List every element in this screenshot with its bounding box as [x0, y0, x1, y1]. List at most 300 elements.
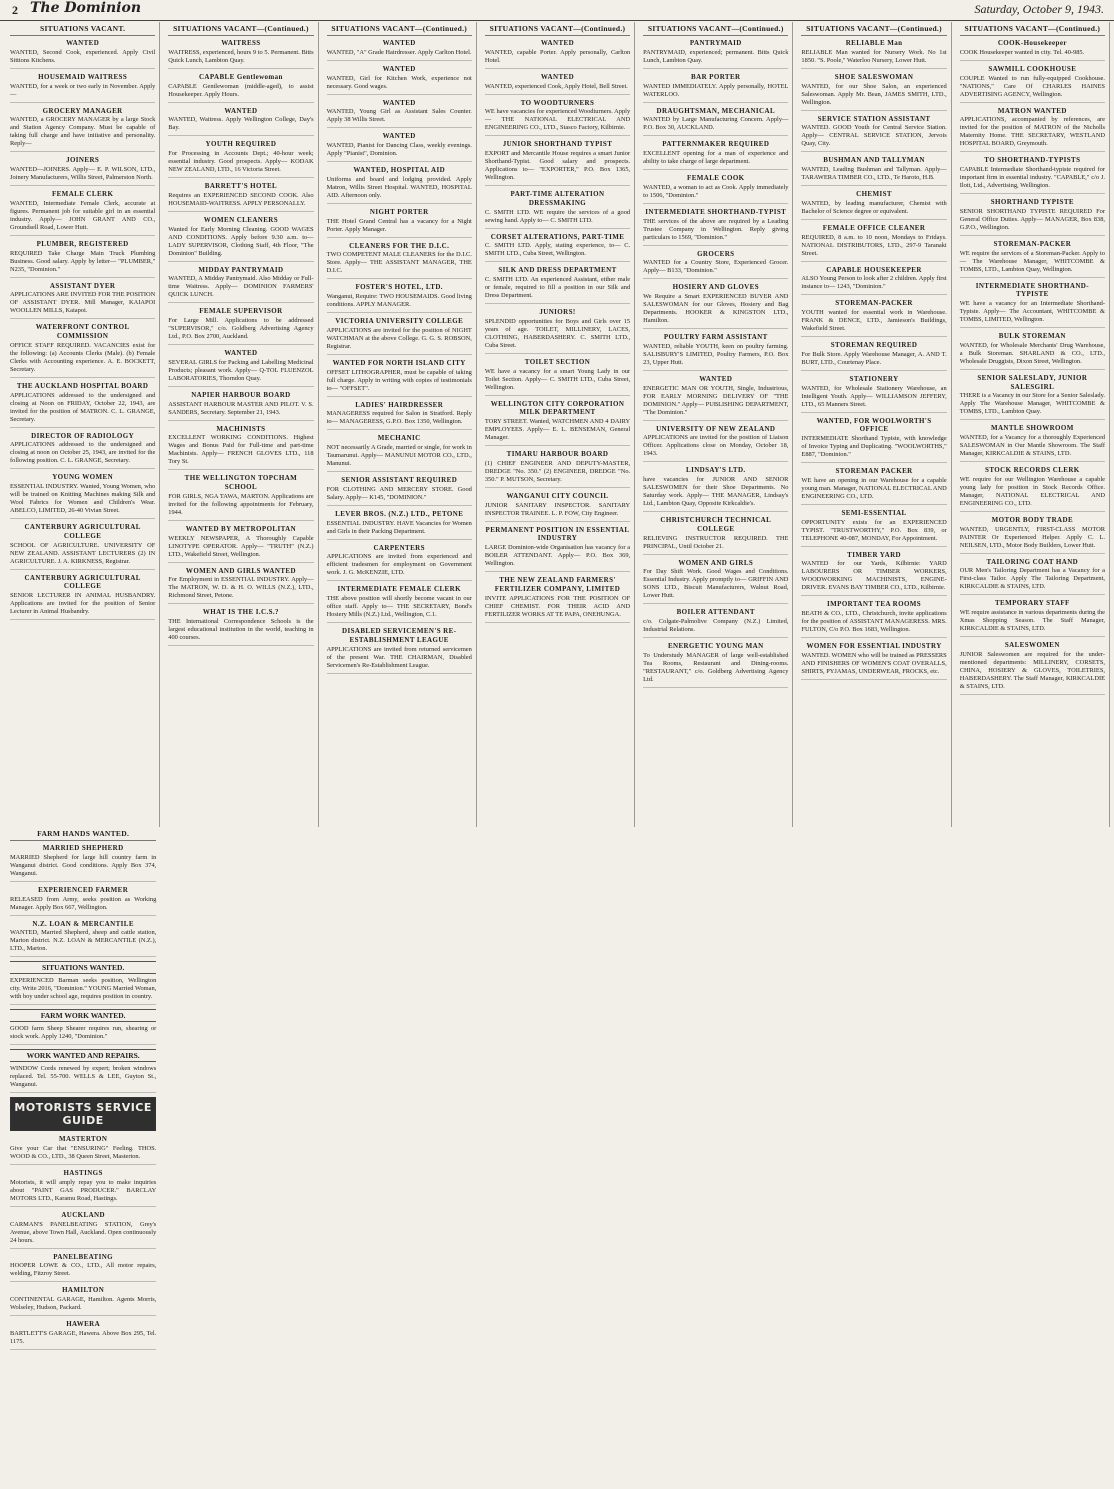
- ad-heading: TEMPORARY STAFF: [994, 599, 1070, 608]
- ad-heading: WANTED BY METROPOLITAN: [185, 524, 297, 533]
- ad-body: APPLICATIONS addressed to the undersigned and closing at Noon on FRIDAY, October 22, 1943, are invited for the position of MATRON. C. L. GRANGE, Secretary.: [10, 391, 156, 423]
- ad-body: APPLICATIONS ARE INVITED FOR THE POSITION OF ASSISTANT DYER. Mill Manager, KAIAPOI WOOLLEN MILLS, Kaiapoi.: [10, 291, 156, 315]
- classified-ad: [801, 224, 946, 262]
- column-header: SITUATIONS VACANT—(Continued.): [168, 22, 313, 36]
- classified-ad: [485, 39, 630, 69]
- classified-ad: [960, 156, 1105, 194]
- classified-ad: [327, 39, 472, 61]
- ad-body: APPLICATIONS, accompanied by references, are invited for the position of MATRON of the Nicholls Maternity Home. THE SECRETARY, WESTLAND HOSPITAL BOARD, Greymouth.: [959, 116, 1105, 148]
- ad-body: WANTED for our Yards, Kilbirnie: YARD LABOURERS OR TIMBER WORKERS, WOODWORKING MACHINISTS, ENGINE-DRIVER. EVANS BAY TIMBER CO., LTD., Kilbirnie.: [801, 560, 947, 592]
- classified-ad: [960, 107, 1105, 153]
- classified-ad: [485, 140, 630, 186]
- ad-heading: CAPABLE Gentlewoman: [198, 72, 283, 81]
- classified-ad: [168, 182, 313, 212]
- ad-body: ESSENTIAL INDUSTRY. Wanted, Young Women, who will be trained on Knitting Machines making Silk and Wool Fabrics for Women and Children's Wear. ABELCO, LIMITED, 26-40 Vivian Street.: [10, 483, 156, 514]
- classified-ad: [327, 627, 472, 674]
- classified-ad: [643, 333, 788, 371]
- ad-body: WANTED, Intermediate Female Clerk, accurate at figures. Permanent job for suitable girl in an essential industry. Apply— JOHN GRANT AND CO., Groundsell Road, Lower Hutt.: [10, 199, 156, 231]
- section-header: WORK WANTED AND REPAIRS.: [10, 1049, 156, 1062]
- classified-ad: [327, 317, 472, 355]
- classified-ad: [960, 558, 1105, 596]
- classified-ad: [168, 349, 313, 387]
- ad-heading: WANGANUI CITY COUNCIL: [506, 491, 609, 500]
- ad-body: Wanted for Early Morning Cleaning. GOOD WAGES AND CONDITIONS. Apply before 9.30 a.m. to— LADY SUPERVISOR, Clothing Staff, 4th Floor, "The Dominion" Building.: [168, 225, 314, 257]
- ad-heading: FEMALE CLERK: [51, 190, 114, 198]
- ad-heading: PANELBEATING: [53, 1252, 114, 1261]
- ad-heading: N.Z. LOAN & MERCANTILE: [32, 919, 134, 928]
- classified-ad: [801, 299, 946, 337]
- classified-ad: [168, 140, 313, 178]
- classified-ad: [485, 526, 630, 573]
- ad-heading: WOMEN AND GIRLS WANTED: [185, 566, 296, 575]
- ad-heading: TIMARU HARBOUR BOARD: [506, 450, 609, 458]
- classified-ad: [10, 323, 155, 378]
- column-1: [6, 22, 160, 827]
- ad-heading: NAPIER HARBOUR BOARD: [191, 390, 291, 399]
- classified-ad: [643, 250, 788, 280]
- ad-heading: HAMILTON: [62, 1286, 105, 1295]
- column-header: SITUATIONS VACANT—(Continued.): [485, 22, 630, 36]
- ad-body: THE International Correspondence Schools is the largest educational institution in the world, teaching in 400 courses.: [168, 618, 314, 641]
- ad-body: OFFSET LITHOGRAPHER, must be capable of taking full charge. Apply in writing with copies of testimonials to— "OFFSET".: [326, 368, 472, 392]
- ad-body: WANTED, a woman to act as Cook. Apply immediately to 1506, "Dominion.": [643, 183, 789, 199]
- ad-body: WANTED, for a Vacancy for a thoroughly Experienced SALESWOMAN in Our Mantle Showroom. The Staff Manager, KIRKCALDIE & STAINS, LTD.: [959, 434, 1105, 457]
- ad-body: APPLICATIONS are invited for the position of Liaison Officer. Applications close on Monday, October 18, 1943.: [643, 434, 789, 458]
- classified-ad: [960, 516, 1105, 554]
- classified-ad: [485, 576, 630, 623]
- ad-heading: WANTED: [699, 374, 733, 383]
- classified-ad: [327, 132, 472, 162]
- classified-ad: [801, 417, 946, 464]
- classified-ad: [801, 341, 946, 371]
- ad-heading: WANTED: [382, 132, 416, 141]
- classified-ad: [960, 39, 1105, 61]
- ad-body: Give your Car that "ENSURING" Feeling. THOS. WOOD & CO., LTD., 38 Queen Street, Masterton.: [10, 1145, 157, 1160]
- ad-heading: SAWMILL COOKHOUSE: [988, 64, 1077, 73]
- ad-heading: WANTED FOR NORTH ISLAND CITY: [332, 358, 466, 367]
- classified-ad: [10, 574, 155, 621]
- classified-ad: [801, 467, 946, 505]
- ad-heading: MATRON WANTED: [997, 106, 1067, 115]
- ad-heading: BAR PORTER: [691, 72, 741, 81]
- classified-ad: [327, 510, 472, 540]
- ad-body: NOT necessarily A Grade, married or single, for work in Taumarunui. Apply— MANUNUI MOTOR CO., LTD., Manunui.: [326, 444, 472, 467]
- ad-body: WAITRESS, experienced, hours 9 to 5. Permanent. Bitts Quick Lunch, Lambton Quay.: [168, 48, 314, 64]
- ad-heading: HOUSEMAID WAITRESS: [38, 72, 128, 81]
- ad-body: ESSENTIAL INDUSTRY. HAVE Vacancies for Women and Girls in their Packing Department.: [326, 519, 472, 535]
- classified-ad: [643, 642, 788, 688]
- ad-heading: INTERMEDIATE SHORTHAND-TYPISTE: [975, 281, 1089, 299]
- ad-body: WANTED, Second Cook, experienced. Apply Civil Sitttons Kitchens.: [10, 48, 156, 64]
- ad-heading: WHAT IS THE I.C.S.?: [202, 608, 279, 617]
- ad-body: CAPABLE Intermediate Shorthand-typiste required for important firm in essential industry. "CAPABLE," c/o J. Ilott, Ltd., Advertising, Wellington.: [959, 166, 1105, 189]
- classified-ad: [643, 107, 788, 137]
- classified-ad: [801, 190, 946, 220]
- classified-ad: [327, 434, 472, 472]
- ad-heading: WOMEN AND GIRLS: [678, 558, 754, 567]
- classified-ad: [327, 544, 472, 582]
- ad-heading: CHRISTCHURCH TECHNICAL COLLEGE: [660, 516, 772, 533]
- ad-heading: PATTERNMAKER REQUIRED: [662, 140, 770, 149]
- ad-heading: HOSIERY AND GLOVES: [672, 283, 759, 292]
- ad-heading: CANTERBURY AGRICULTURAL COLLEGE: [24, 573, 141, 591]
- ad-heading: CAPABLE HOUSEKEEPER: [826, 265, 922, 274]
- ad-body: WANTED, URGENTLY, FIRST-CLASS MOTOR PAINTER Or Experienced Helper. Apply C. L. NEILSEN, LTD., Motor Body Builders, Lower Hutt.: [959, 525, 1105, 549]
- ad-heading: EXPERIENCED FARMER: [38, 885, 129, 894]
- classified-ad: [10, 39, 155, 69]
- classified-ad: [10, 1169, 156, 1207]
- ad-body: APPLICATIONS are invited from returned servicemen of the present War. THE CHAIRMAN, Disabled Servicemen's Re-Establishment League.: [326, 645, 472, 669]
- ad-heading: TO SHORTHAND-TYPISTS: [984, 156, 1081, 165]
- ad-body: CONTINENTAL GARAGE, Hamilton. Agents Morris, Wolseley, Hudson, Packard.: [10, 1296, 157, 1311]
- ad-heading: UNIVERSITY OF NEW ZEALAND: [656, 424, 776, 433]
- column-header: SITUATIONS VACANT—(Continued.): [960, 22, 1105, 36]
- ad-heading: WANTED, HOSPITAL AID: [353, 166, 446, 174]
- ad-heading: POULTRY FARM ASSISTANT: [663, 333, 768, 341]
- ad-body: THE Hotel Grand Central has a vacancy for a Night Porter. Apply Manager.: [326, 217, 472, 233]
- classified-ad: [10, 240, 155, 278]
- ad-body: WANTED, Married Shepherd, sheep and cattle station, Marton district. N.Z. LOAN & MERCANTILE (N.Z.), LTD., Marton.: [10, 929, 157, 953]
- ad-body: FOR CLOTHING AND MERCERY STORE. Good Salary. Apply— K145, "DOMINION.": [326, 485, 472, 501]
- page-number: 2: [12, 3, 18, 17]
- classified-ad: [643, 283, 788, 329]
- ad-body: WANTED, A Midday Pantrymaid. Also Midday or Full-time Waitress. Apply— DOMINION FARMERS' QUICK LUNCH.: [168, 275, 314, 299]
- ad-body: WANTED, for Wholesale Merchants' Drug Warehouse, a Bulk Storeman. SHARLAND & CO., LTD., Wholesale Druggists, Dixon Street, Wellington.: [959, 341, 1105, 365]
- classified-ad: [643, 39, 788, 69]
- ad-body: REQUIRED, 8 a.m. to 10 noon, Mondays to Fridays. NATIONAL DISTRIBUTORS, LTD., 297-9 Taranaki Street.: [801, 233, 947, 257]
- column-header: SITUATIONS VACANT—(Continued.): [643, 22, 788, 36]
- ad-heading: SENIOR ASSISTANT REQUIRED: [341, 476, 458, 484]
- classified-ad: [168, 39, 313, 69]
- classified-ad: [960, 424, 1105, 462]
- ad-heading: IMPORTANT TEA ROOMS: [827, 600, 922, 609]
- ad-body: Motorists, it will amply repay you to make inquiries about "PAINT GAS PRODUCER." BARCLAY MOTORS LTD., Karamu Road, Hastings.: [10, 1178, 157, 1202]
- classified-ad: [801, 156, 946, 186]
- classified-ad: [327, 65, 472, 95]
- ad-body: have vacancies for JUNIOR AND SENIOR SALESWOMEN for their Shoe Departments. No Saturday work. Apply— THE MANAGER, Lindsay's Ltd., Lambton Quay, Opposite Kirkcaldie's.: [643, 476, 789, 507]
- ad-heading: STOREMAN-PACKER: [835, 299, 913, 308]
- ad-heading: WANTED: [540, 39, 575, 47]
- ad-heading: FEMALE OFFICE CLEANER: [822, 223, 926, 232]
- ad-heading: WANTED: [382, 64, 416, 73]
- classified-ad: [801, 551, 946, 597]
- classified-ad: [960, 240, 1105, 278]
- ad-heading: NIGHT PORTER: [369, 207, 429, 216]
- ad-heading: STOREMAN-PACKER: [993, 239, 1072, 248]
- ad-heading: PART-TIME ALTERATION DRESSMAKING: [510, 190, 605, 207]
- ad-heading: WANTED: [224, 349, 258, 357]
- classified-ad: [643, 208, 788, 246]
- ad-body: CAPABLE Gentlewoman (middle-aged), to assist Housekeeper. Apply Hours.: [168, 82, 314, 98]
- classified-ad: [485, 400, 630, 447]
- ad-body: WANTED, for Wholesale Stationery Warehouse, an Intelligent Youth. Apply— WILLIAMSON JEFFERY, LTD., 65 Manners Street.: [801, 384, 947, 408]
- column-header: SITUATIONS VACANT.: [10, 22, 155, 36]
- ad-heading: SENIOR SALESLADY, JUNIOR SALESGIRL: [977, 373, 1088, 391]
- ad-body: WE have a vacancy for an Intermediate Shorthand-Typiste. Apply— The Accountant, WHITCOMBE & TOMBS, LIMITED, Wellington.: [959, 300, 1105, 323]
- ad-heading: HASTINGS: [63, 1169, 103, 1177]
- ad-heading: BARRETT'S HOTEL: [204, 182, 278, 190]
- ad-body: OFFICE STAFF REQUIRED. VACANCIES exist for the following: (a) Accounts Clerks (Male). (b) Female Clerks with Accounting experience. A. E. BOCKETT, Secretary.: [10, 341, 156, 373]
- ad-heading: THE WELLINGTON TOPCHAM SCHOOL: [184, 474, 298, 491]
- column-header: SITUATIONS VACANT—(Continued.): [801, 22, 946, 36]
- column-4: [481, 22, 635, 827]
- ad-text: GOOD farm Sheep Shearer requires run, shearing or stock work. Apply 1240, "Dominion.": [10, 1025, 156, 1045]
- ad-body: WANTED, Young Girl as Assistant Sales Counter. Apply 38 Willis Street.: [326, 108, 472, 124]
- classified-ad: [10, 432, 155, 470]
- ad-heading: MARRIED SHEPHERD: [42, 844, 124, 852]
- ad-heading: MANTLE SHOWROOM: [990, 424, 1074, 433]
- ad-heading: YOUTH REQUIRED: [205, 140, 277, 149]
- ad-body: JUNIOR Saleswomen are required for the under-mentioned departments: MILLINERY, CORSETS, CHINA, HOSIERY & GLOVES, TOILETRIES, HABERDASHERY. The Staff Manager, KIRKCALDIE & STAINS, LTD.: [959, 650, 1105, 690]
- section-header: SITUATIONS WANTED.: [10, 961, 156, 974]
- column-5: [639, 22, 793, 827]
- ad-text: EXPERIENCED Barman seeks position, Wellington city. Write 2016, "Dominion." YOUNG Married Woman, with boy under school age, requires position in country.: [10, 977, 156, 1005]
- ad-body: RELIABLE Man wanted for Nursery Work. No 1st 1850. "S. Poole," Waterloo Nursery, Lower Hutt.: [801, 48, 947, 64]
- masthead: [0, 0, 1114, 21]
- ad-body: We Require a Smart EXPERIENCED BUYER AND SALESWOMAN for our Gloves, Hosiery and Bag Departments. HOOKER & KINGSTON LTD., Hamilton.: [643, 293, 789, 324]
- ad-heading: MACHINISTS: [216, 424, 266, 433]
- ad-body: For Processing in Accounts Dept.; 40-hour week; essential industry. Good prospects. Apply— KODAK NEW ZEALAND, LTD., 16 Victoria Street.: [168, 150, 314, 173]
- ad-body: APPLICATIONS are invited from experienced and efficient tradesmen for employment on Government work. J. G. McKENZIE, LTD.: [326, 553, 472, 577]
- ad-body: EXCELLENT opening for a man of experience and ability to take charge of large department.: [643, 150, 789, 165]
- ad-body: For Day Shift Work. Good Wages and Conditions. Essential Industry. Apply promptly to— GRIFFIN AND SONS LTD., Biscuit Manufacturers, Walnut Road, Lower Hutt.: [643, 568, 789, 600]
- ad-heading: COOK-Housekeeper: [997, 39, 1067, 47]
- classified-ad: [643, 559, 788, 605]
- classified-ad: [327, 99, 472, 129]
- ad-body: WANTED, Pianist for Dancing Class, weekly evenings. Apply "Pianist", Dominion.: [326, 142, 472, 157]
- ad-heading: BUSHMAN AND TALLYMAN: [823, 156, 925, 165]
- ad-heading: HAWERA: [66, 1320, 101, 1328]
- classified-ad: [485, 358, 630, 396]
- ad-body: For Employment in ESSENTIAL INDUSTRY. Apply— The MATRON, W. D. & H. O. WILLS (N.Z.), LTD., Richmond Street, Petone.: [168, 576, 314, 600]
- ad-body: WANTED, Girl for Kitchen Work, experience not necessary. Good wages.: [326, 74, 472, 90]
- classified-ad: [327, 401, 472, 431]
- classified-ad: [960, 282, 1105, 329]
- ad-heading: CORSET ALTERATIONS, PART-TIME: [490, 232, 625, 241]
- classified-ad: [801, 115, 946, 153]
- ad-body: LARGE Dominion-wide Organisation has vacancy for a BOILER ATTENDANT. Apply— P.O. Box 369, Wellington.: [484, 544, 631, 567]
- ad-body: COUPLE Wanted to run fully-equipped Cookhouse. "NATIONS," Care Of CHARLES HAINES ADVERTISING AGENCY, Wellington.: [959, 74, 1105, 98]
- ad-body: WANTED. WOMEN who will be trained as PRESSERS AND FINISHERS OF WOMEN'S COAT OVERALLS, SHIRTS, PYJAMAS, UNDERWEAR, FROCKS, etc.: [801, 651, 947, 675]
- classified-ad: [643, 174, 788, 204]
- column-7: [956, 22, 1110, 827]
- ad-body: ENERGETIC MAN OR YOUTH, Single, Industrious, FOR EARLY MORNING DELIVERY OF "THE DOMINION." Apply— PUBLISHING DEPARTMENT, "The Dominion.": [643, 384, 789, 416]
- classified-ad: [643, 73, 788, 103]
- classified-ad: [485, 233, 630, 263]
- ad-body: WANTED, for our Shoe Salon, an experienced Saleswoman. Apply Mr. Bean, JAMES SMITH, LTD., Wellington.: [801, 82, 947, 106]
- classified-ad: [485, 266, 630, 304]
- ad-heading: WATERFRONT CONTROL COMMISSION: [35, 323, 130, 340]
- ad-heading: ENERGETIC YOUNG MAN: [667, 642, 764, 650]
- classified-ad: [327, 476, 472, 506]
- ad-heading: LEVER BROS. (N.Z.) LTD., PETONE: [335, 509, 464, 518]
- ad-heading: SERVICE STATION ASSISTANT: [817, 114, 931, 123]
- classified-ad: [10, 1286, 156, 1316]
- ad-heading: WANTED: [224, 106, 258, 115]
- ad-body: TORY STREET. Wanted, WATCHMEN AND 4 DAIRY EMPLOYEES. Apply— E. L. BENSEMAN, General Manager.: [484, 418, 631, 441]
- classified-ad: [643, 466, 788, 512]
- ad-heading: FEMALE SUPERVISOR: [199, 307, 283, 316]
- ad-body: THE services of the above are required by a Leading Trustee Company in Wellington. Reply giving particulars to 1569, "Dominion.": [643, 217, 789, 241]
- classified-ad: [10, 190, 155, 236]
- ad-body: WEEKLY NEWSPAPER, A Thoroughly Capable LINOTYPE OPERATOR. Apply— "TRUTH" (N.Z.) LTD., Wakefield Street, Wellington.: [168, 534, 314, 558]
- ad-heading: STATIONERY: [849, 374, 899, 383]
- classified-ad: [327, 208, 472, 238]
- ad-body: WE require the services of a Storeman-Packer. Apply to— The Warehouse Manager, WHITCOMBE & TOMBS, LTD., Lambton Quay, Wellington.: [959, 249, 1105, 273]
- section-header: FARM WORK WANTED.: [10, 1009, 156, 1022]
- ad-body: INVITE APPLICATIONS FOR THE POSITION OF CHIEF CHEMIST. FOR THEIR ACID AND FERTILIZER WORKS AT TE PAPA, ONEHUNGA.: [484, 594, 631, 618]
- ad-heading: JOINERS: [66, 156, 100, 165]
- ad-body: Uniforms and board and lodging provided. Apply Matron, Willis Street Hospital. WANTED, HOSPITAL AID. Afternoon only.: [326, 175, 472, 199]
- ad-body: ALSO Young Person to look after 2 children. Apply first instance to— 1243, "Dominion.": [801, 275, 947, 291]
- ad-body: RELIEVING INSTRUCTOR REQUIRED. THE PRINCIPAL, Until October 21.: [643, 534, 789, 550]
- ad-body: WE have a vacancy for a smart Young Lady in our Toilet Section. Apply— C. SMITH LTD., Cuba Street, Wellington.: [484, 367, 631, 391]
- ad-heading: STOREMAN REQUIRED: [830, 341, 918, 349]
- ad-heading: STOREMAN PACKER: [835, 467, 913, 475]
- ad-heading: SHORTHAND TYPISTE: [990, 198, 1074, 206]
- ad-body: c/o. Colgate-Palmolive Company (N.Z.) Limited, Industrial Relations.: [643, 618, 789, 633]
- column-3: [323, 22, 477, 827]
- ad-body: SENIOR LECTURER IN ANIMAL HUSBANDRY. Applications are invited for the position of Senior Lecturer in Animal Husbandry.: [10, 592, 156, 615]
- classified-ad: [801, 642, 946, 680]
- newspaper-title: The Dominion: [30, 0, 142, 16]
- classified-ad: [485, 450, 630, 488]
- motorists-service-guide-logo: MOTORISTS SERVICE GUIDE: [10, 1097, 156, 1131]
- classified-ad: [10, 1320, 156, 1350]
- ad-body: WANTED, by leading manufacturer, Chemist with Bachelor of Science degree or equivalent.: [801, 199, 947, 215]
- ad-body: WANTED, "A" Grade Hairdresser. Apply Carlton Hotel.: [326, 48, 472, 56]
- ad-body: WANTED, a GROCERY MANAGER by a large Stock and Station Agency Company. Must be capable of taking full charge and have initiative and personality. Reply—: [10, 116, 156, 148]
- ad-heading: DIRECTOR OF RADIOLOGY: [31, 431, 135, 440]
- ad-body: EXCELLENT WORKING CONDITIONS. Highest Wages and Bonus Paid for Full-time and part-time Machinists. Apply— FRENCH GLOVES LTD., 118 Tory St.: [168, 434, 314, 466]
- ad-heading: VICTORIA UNIVERSITY COLLEGE: [335, 317, 464, 325]
- ad-heading: INTERMEDIATE FEMALE CLERK: [337, 585, 461, 594]
- classified-ad: [801, 39, 946, 69]
- ad-body: WANTED, reliable YOUTH, keen on poultry farming. SALISBURY'S LIMITED, Poultry Farmers, P.O. Box 23, Upper Hutt.: [643, 342, 789, 366]
- ad-heading: DISABLED SERVICEMEN'S RE-ESTABLISHMENT LEAGUE: [342, 627, 457, 644]
- ad-heading: WANTED: [66, 39, 100, 47]
- ad-heading: JUNIORS!: [539, 308, 576, 316]
- ad-heading: TAILORING COAT HAND: [986, 557, 1079, 566]
- classified-ad: [10, 1253, 156, 1283]
- ad-body: WE require assistance in various departments during the Xmas Shopping Season. The Staff Manager, KIRKCALDIE & STAINS, LTD.: [959, 609, 1105, 632]
- classified-ad: [168, 107, 313, 137]
- classified-ad: [168, 425, 313, 471]
- ad-heading: CANTERBURY AGRICULTURAL COLLEGE: [24, 523, 141, 540]
- column-header: SITUATIONS VACANT—(Continued.): [327, 22, 472, 36]
- classified-ad: [643, 375, 788, 421]
- ad-heading: WANTED, FOR WOOLWORTH'S OFFICE: [816, 416, 932, 434]
- ad-body: For Large Mill. Applications to be addressed "SUPERVISOR," c/o. Goldberg Advertising Agency Ltd., P.O. Box 2700, Auckland.: [168, 317, 314, 340]
- ad-heading: YOUNG WOMEN: [52, 473, 114, 482]
- ad-heading: THE AUCKLAND HOSPITAL BOARD: [16, 381, 149, 390]
- column-farm: [6, 827, 160, 1482]
- ad-body: OUR Men's Tailoring Department has a Vacancy for a First-class Tailor. Apply The Tailoring Department, KIRKCALDIE & STAINS, LTD.: [959, 567, 1105, 591]
- ad-heading: FEMALE COOK: [687, 174, 745, 182]
- classified-columns: [6, 22, 1110, 1482]
- ad-body: WANTED, Leading Bushman and Tallyman. Apply— TARAWERA TIMBER CO., LTD., Te Haroto, H.B.: [801, 166, 947, 181]
- classified-ad: [10, 107, 155, 153]
- classified-ad: [327, 242, 472, 280]
- ad-body: JUNIOR SANITARY INSPECTOR. SANITARY INSPECTOR TRAINEE. L. P. FOW, City Engineer.: [484, 501, 631, 517]
- classified-ad: [168, 474, 313, 521]
- ad-body: THERE is a Vacancy in our Store for a Senior Saleslady. Apply The Warehouse Manager, WHITCOMBE & TOMBS, LTD., Lambton Quay.: [959, 392, 1105, 416]
- classified-ad: [801, 600, 946, 638]
- column-header: FARM HANDS WANTED.: [10, 827, 156, 841]
- ad-body: (1) CHIEF ENGINEER AND DEPUTY-MASTER, DREDGE "No. 350." (2) ENGINEER, DREDGE "No. 350." P. MUTSON, Secretary.: [484, 459, 631, 483]
- ad-body: C. SMITH LTD. WE require the services of a good sewing hand. Apply to— C. SMITH LTD.: [484, 208, 631, 224]
- ad-body: SEVERAL GIRLS for Packing and Labelling Medicinal Products; pleasant work. Apply— Q-TOL FLUENZOL LABORATORIES, Thorndon Quay.: [168, 358, 314, 382]
- ad-heading: WOMEN CLEANERS: [203, 215, 279, 224]
- classified-ad: [10, 282, 155, 320]
- ad-body: APPLICATIONS addressed to the undersigned and closing at noon on October 25, 1943, are invited for the following position. C. L. GRANGE, Secretary.: [10, 441, 156, 465]
- ad-heading: SILK AND DRESS DEPARTMENT: [498, 266, 617, 275]
- ad-heading: SHOE SALESWOMAN: [834, 72, 914, 81]
- classified-ad: [485, 190, 630, 229]
- ad-body: YOUTH wanted for essential work in Warehouse. FRANK & DENCE, LTD., Jamieson's Buildings, Wakefield Street.: [801, 309, 947, 332]
- classified-ad: [801, 266, 946, 296]
- ad-heading: TO WOODTURNERS: [520, 98, 595, 107]
- classified-ad: [327, 359, 472, 397]
- ad-heading: WANTED: [540, 72, 575, 81]
- ad-heading: THE NEW ZEALAND FARMERS' FERTILIZER COMPANY, LIMITED: [494, 576, 621, 593]
- ad-heading: GROCERS: [697, 249, 735, 258]
- ad-body: WANTED, capable Porter. Apply personally, Carlton Hotel.: [484, 48, 631, 64]
- classified-ad: [960, 332, 1105, 370]
- ad-body: SPLENDID opportunities for Boys and Girls over 15 years of age. TOILET, MILLINERY, LACES, CLOTHING, HABERDASHERY. C. SMITH LTD., Cuba Street.: [484, 317, 631, 349]
- ad-body: SCHOOL OF AGRICULTURE. UNIVERSITY OF NEW ZEALAND. ASSISTANT LECTURERS (2) IN AGRICULTURE. J. A. KIRKNESS, Registrar.: [10, 541, 156, 565]
- classified-ad: [168, 567, 313, 605]
- ad-body: PANTRYMAID, experienced; permanent. Bitts Quick Lunch, Lambton Quay.: [643, 48, 789, 64]
- ad-heading: JUNIOR SHORTHAND TYPIST: [502, 140, 613, 149]
- ad-body: REQUIRED Take Charge Main Truck Plumbing Business. Good salary. Apply by letter— "PLUMBER," N235, "Dominion.": [10, 249, 156, 273]
- classified-ad: [168, 608, 313, 646]
- ad-heading: PERMANENT POSITION IN ESSENTIAL INDUSTRY: [485, 525, 630, 543]
- ad-heading: WAITRESS: [221, 39, 261, 47]
- ad-body: Requires an EXPERIENCED SECOND COOK. Also HOUSEMAID-WAITRESS. APPLY PERSONALLY.: [168, 191, 314, 207]
- ad-body: C. SMITH LTD. Apply, stating experience, to— C. SMITH LTD., Cuba Street, Wellington.: [484, 242, 631, 258]
- ad-body: WE require for our Wellington Warehouse a capable young lady for position in Stock Records Office. Manager, NATIONAL ELECTRICAL AND ENGINEERING CO., LTD.: [959, 475, 1105, 507]
- classified-ad: [960, 198, 1105, 236]
- classified-ad: [327, 283, 472, 313]
- ad-body: WANTED, for a week or two early in November. Apply—: [10, 82, 156, 98]
- classified-ad: [168, 216, 313, 262]
- ad-body: MARRIED Shepherd for large hill country farm in Wanganui district. Good conditions. Apply Box 374, Wanganui.: [10, 853, 157, 877]
- ad-body: WANTED IMMEDIATELY. Apply personally, HOTEL WATERLOO.: [643, 82, 789, 98]
- ad-heading: BOILER ATTENDANT: [676, 608, 755, 617]
- classified-ad: [485, 73, 630, 95]
- classified-ad: [10, 844, 156, 882]
- ad-heading: GROCERY MANAGER: [42, 106, 123, 115]
- ad-body: TWO COMPETENT MALE CLEANERS for the D.I.C. Store. Apply— THE ASSISTANT MANAGER, THE D.I.C.: [326, 251, 472, 275]
- ad-heading: FOSTER'S HOTEL, LTD.: [355, 283, 443, 292]
- classified-ad: [327, 166, 472, 204]
- ad-body: WANTED. GOOD Youth for Central Service Station. Apply— CENTRAL SERVICE STATION, Jervois Quay, City.: [801, 124, 947, 148]
- classified-ad: [643, 608, 788, 638]
- ad-heading: TOILET SECTION: [524, 357, 591, 366]
- classified-ad: [960, 641, 1105, 695]
- classified-ad: [168, 525, 313, 563]
- ad-body: INTERMEDIATE Shorthand Typiste, with knowledge of Invoice Typing and Duplicating. "WOOLWORTHS," E887, "Dominion.": [801, 435, 947, 458]
- ad-body: FOR GIRLS, NGA TAWA, MARTON. Applications are invited for the following appointments for February, 1944.: [168, 492, 314, 516]
- ad-heading: WELLINGTON CITY CORPORATION MILK DEPARTMENT: [490, 399, 625, 417]
- ad-body: CARMAN'S PANELBEATING STATION, Grey's Avenue, above Town Hall, Auckland. Open continuously 24 hours.: [10, 1220, 157, 1244]
- ad-heading: RELIABLE Man: [845, 39, 903, 47]
- classified-ad: [10, 523, 155, 570]
- ad-heading: PLUMBER, REGISTERED: [36, 239, 129, 248]
- ad-body: For Bulk Store. Apply Warehouse Manager, A. AND T. BURT, LTD., Courtenay Place.: [801, 350, 947, 366]
- ad-body: Wanganui, Require: TWO HOUSEMAIDS. Good living conditions. APPLY MANAGER.: [326, 293, 472, 308]
